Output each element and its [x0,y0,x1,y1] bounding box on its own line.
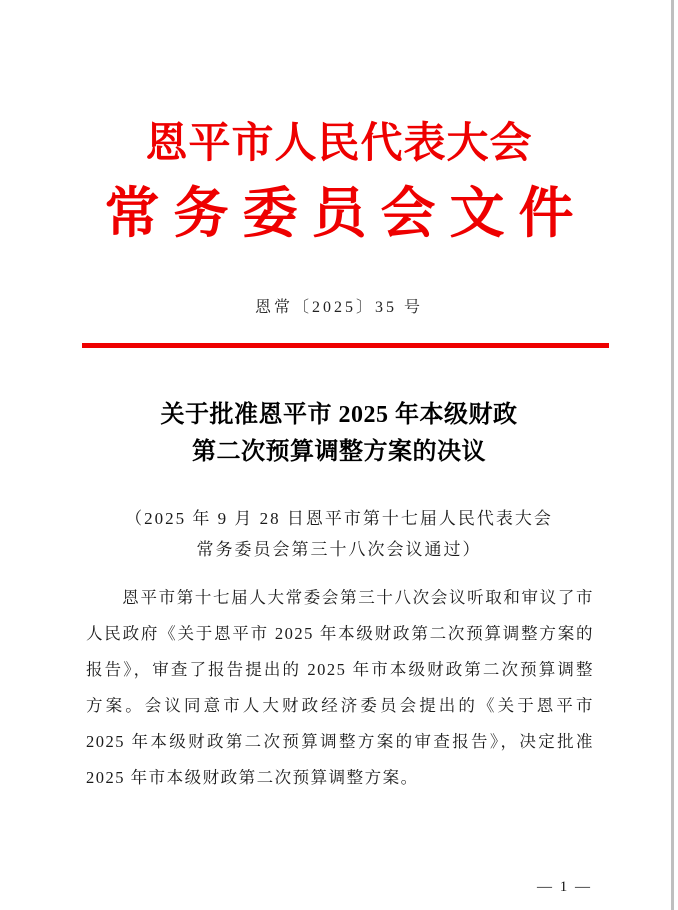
document-title-line2: 第二次预算调整方案的决议 [192,439,486,465]
page-number: — 1 — [537,879,592,895]
letterhead-document-type: 常务委员会文件 [104,183,588,244]
body-paragraph: 恩平市第十七届人大常委会第三十八次会议听取和审议了市人民政府《关于恩平市 2025 年本级财政第二次预算调整方案的报告》，审查了报告提出的 2025 年市本级财政第二次预算调整方案。会议同意市人大财政经济委员会提出的《关于恩平市 2025 年本级财政第二次预算调整方案的审查报告》，决定批准 2025 年市本级财政第二次预算调整方案。 [86,588,594,787]
meeting-adoption-note-line2: 常务委员会第三十八次会议通过） [196,540,482,559]
document-title [0,397,678,471]
meeting-adoption-note [0,503,678,565]
document-title-line1: 关于批准恩平市 2025 年本级财政 [160,402,518,428]
red-divider-rule [82,343,609,348]
page-edge-line [671,0,674,910]
document-number: 恩常〔2025〕35 号 [254,299,423,316]
meeting-adoption-note-line1: （2025 年 9 月 28 日恩平市第十七届人民代表大会 [125,509,553,528]
letterhead-organization: 恩平市人民代表大会 [145,121,533,167]
